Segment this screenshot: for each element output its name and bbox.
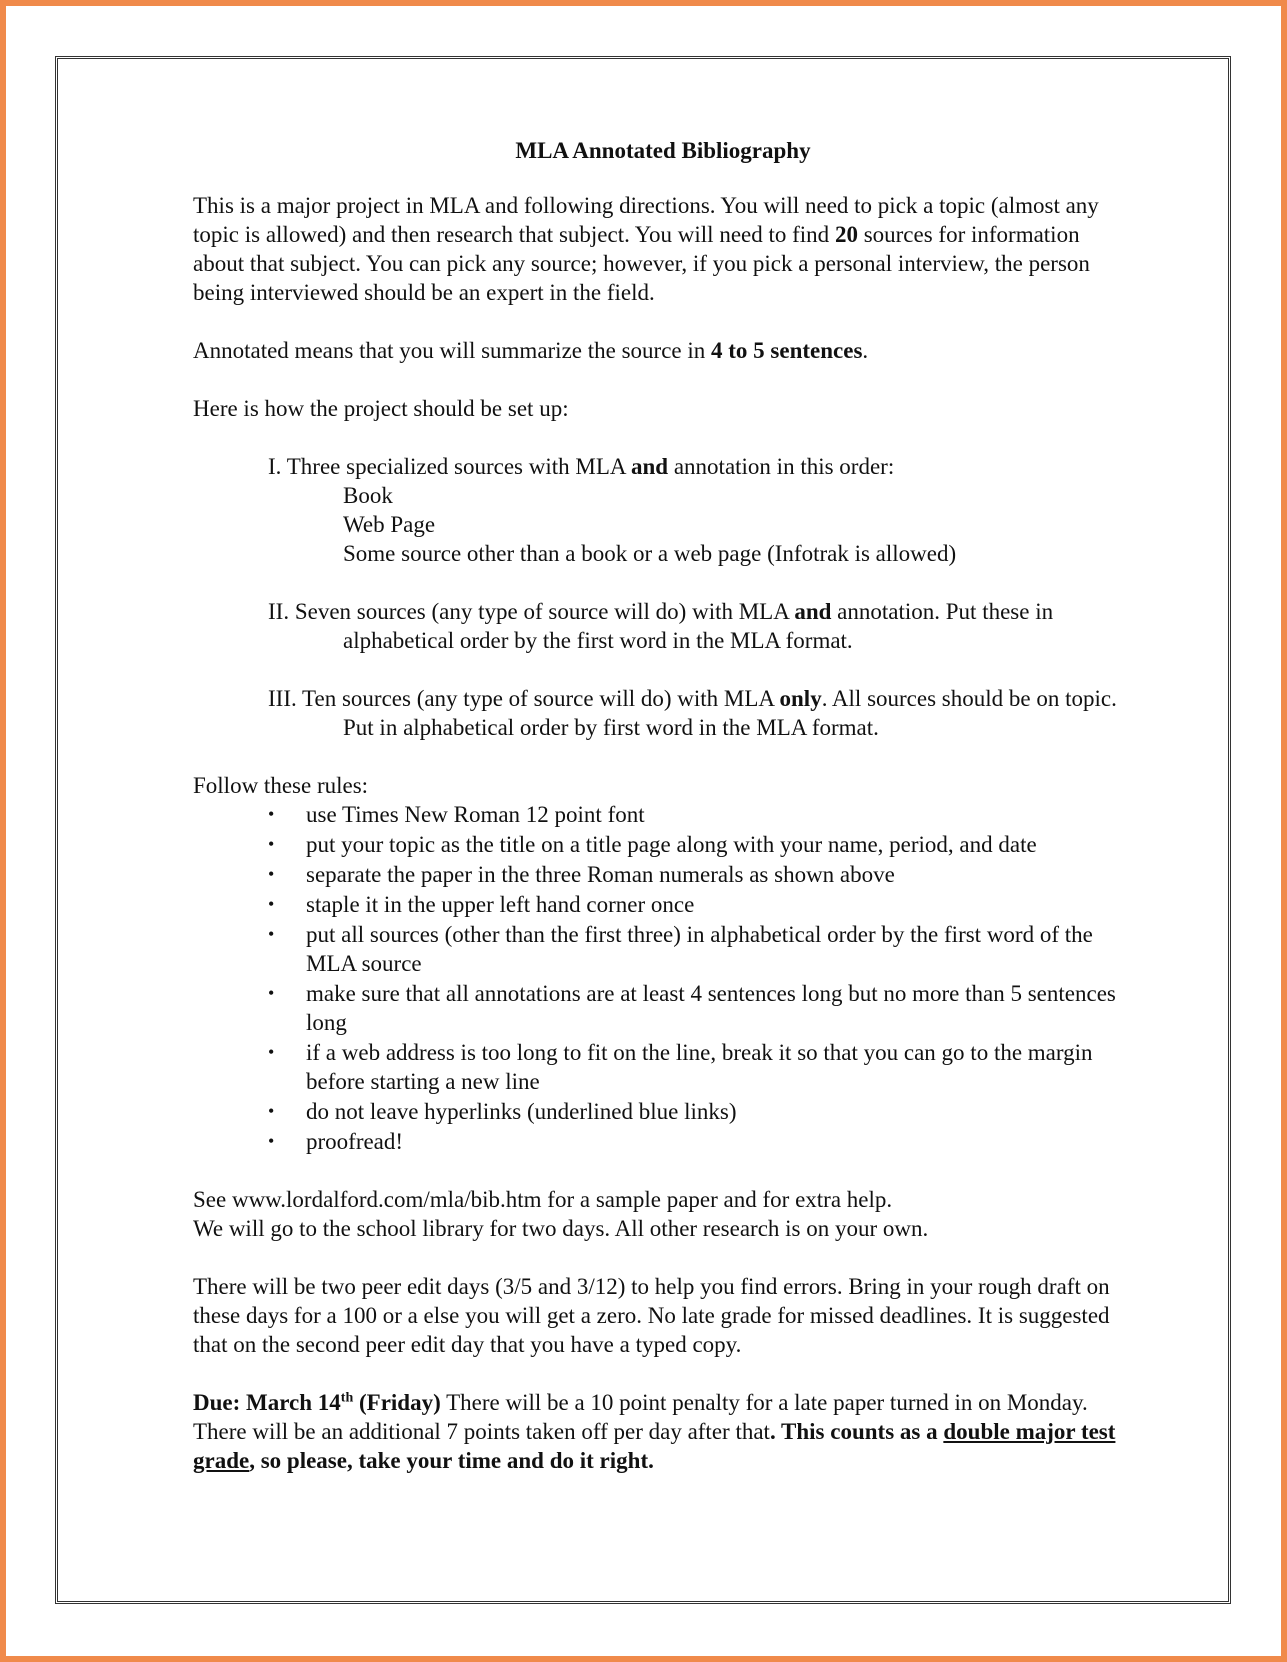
section-two-heading <box>268 597 1133 655</box>
list-item: • use Times New Roman 12 point font <box>268 802 645 827</box>
bullet-icon: • <box>268 924 275 944</box>
section-one-item-book: Book <box>343 483 393 508</box>
bullet-icon: • <box>268 1101 275 1121</box>
bullet-icon: • <box>268 804 275 824</box>
list-item: • put your topic as the title on a title page along with your name, period, and date <box>268 832 1037 857</box>
bullet-icon: • <box>268 834 275 854</box>
due-paragraph <box>193 1388 1133 1475</box>
bullet-icon: • <box>268 1042 275 1062</box>
section-one-heading <box>268 452 1133 481</box>
section-one-text-b: annotation in this order: <box>668 454 895 479</box>
section-one-item-web-page: Web Page <box>343 512 436 537</box>
section-three-heading <box>268 684 1133 742</box>
list-item: • if a web address is too long to fit on the line, break it so that you can go to the margin before starting a new line <box>268 1040 1093 1094</box>
due-day: (Friday) <box>353 1390 441 1415</box>
bullet-icon: • <box>268 1131 275 1151</box>
intro-paragraph <box>193 191 1133 307</box>
due-label: Due: March 14 <box>193 1390 341 1415</box>
section-one-item-other: Some source other than a book or a web page (Infotrak is allowed) <box>343 541 957 566</box>
annotation-text-b: . <box>862 338 869 363</box>
bullet-icon: • <box>268 864 275 884</box>
list-item: • make sure that all annotations are at least 4 sentences long but no more than 5 sentences long <box>268 981 1116 1035</box>
annotation-sentence-count: 4 to 5 sentences <box>711 338 863 363</box>
intro-text-b: sources for information about that subject. You can pick any source; however, if you pick a personal interview, the person being interviewed should be an expert in the field. <box>193 222 1090 305</box>
section-three-text-a: III. Ten sources (any type of source will do) with MLA <box>268 686 780 711</box>
rules-list <box>193 800 1133 1156</box>
section-three-bold: only <box>779 686 822 711</box>
peer-edit-paragraph: There will be two peer edit days (3/5 and 3/12) to help you find errors. Bring in your rough draft on these days for a 100 or a else you will get a zero. No late grade for missed deadlines. It is suggested that on the second peer edit day that you have a typed copy. <box>193 1274 1110 1357</box>
section-three-text-b: . All sources should be on topic. Put in alphabetical order by first word in the MLA format. <box>343 686 1117 740</box>
list-item: • separate the paper in the three Roman numerals as shown above <box>268 862 895 887</box>
section-two-text-a: II. Seven sources (any type of source will do) with MLA <box>268 599 795 624</box>
document-title: MLA Annotated Bibliography <box>515 138 811 163</box>
due-penalty-text: There will be a 10 point penalty for a late paper turned in on Monday. There will be an additional 7 points taken off per day after that <box>193 1390 1088 1444</box>
due-grade-emphasis: double major test grade <box>193 1419 1116 1473</box>
due-closing-text: , so please, take your time and do it right. <box>249 1448 654 1473</box>
section-two-text-b: annotation. Put these in alphabetical order by the first word in the MLA format. <box>343 599 1054 653</box>
help-line-2: We will go to the school library for two days. All other research is on your own. <box>193 1216 929 1241</box>
intro-text-a: This is a major project in MLA and following directions. You will need to pick a topic (almost any topic is allowed) and then research that subject. You will need to find <box>193 193 1099 247</box>
section-two-bold: and <box>794 599 832 624</box>
bullet-icon: • <box>268 894 275 914</box>
help-line-1: See www.lordalford.com/mla/bib.htm for a sample paper and for extra help. <box>193 1187 893 1212</box>
intro-source-count: 20 <box>834 222 858 247</box>
list-item: • put all sources (other than the first three) in alphabetical order by the first word of the MLA source <box>268 922 1093 976</box>
list-item: • staple it in the upper left hand corner once <box>268 892 695 917</box>
rules-heading: Follow these rules: <box>193 773 369 798</box>
annotation-paragraph <box>193 336 1133 365</box>
annotation-text-a: Annotated means that you will summarize the source in <box>193 338 712 363</box>
bullet-icon: • <box>268 983 275 1003</box>
document-body <box>193 136 1133 1475</box>
list-item: • do not leave hyperlinks (underlined blue links) <box>268 1099 737 1124</box>
setup-paragraph: Here is how the project should be set up: <box>193 396 569 421</box>
list-item: • proofread! <box>268 1129 404 1154</box>
section-one-text-a: I. Three specialized sources with MLA <box>268 454 631 479</box>
due-counts-text: . This counts as a <box>769 1419 944 1444</box>
due-date-suffix: th <box>340 1390 354 1406</box>
section-one-bold: and <box>631 454 669 479</box>
